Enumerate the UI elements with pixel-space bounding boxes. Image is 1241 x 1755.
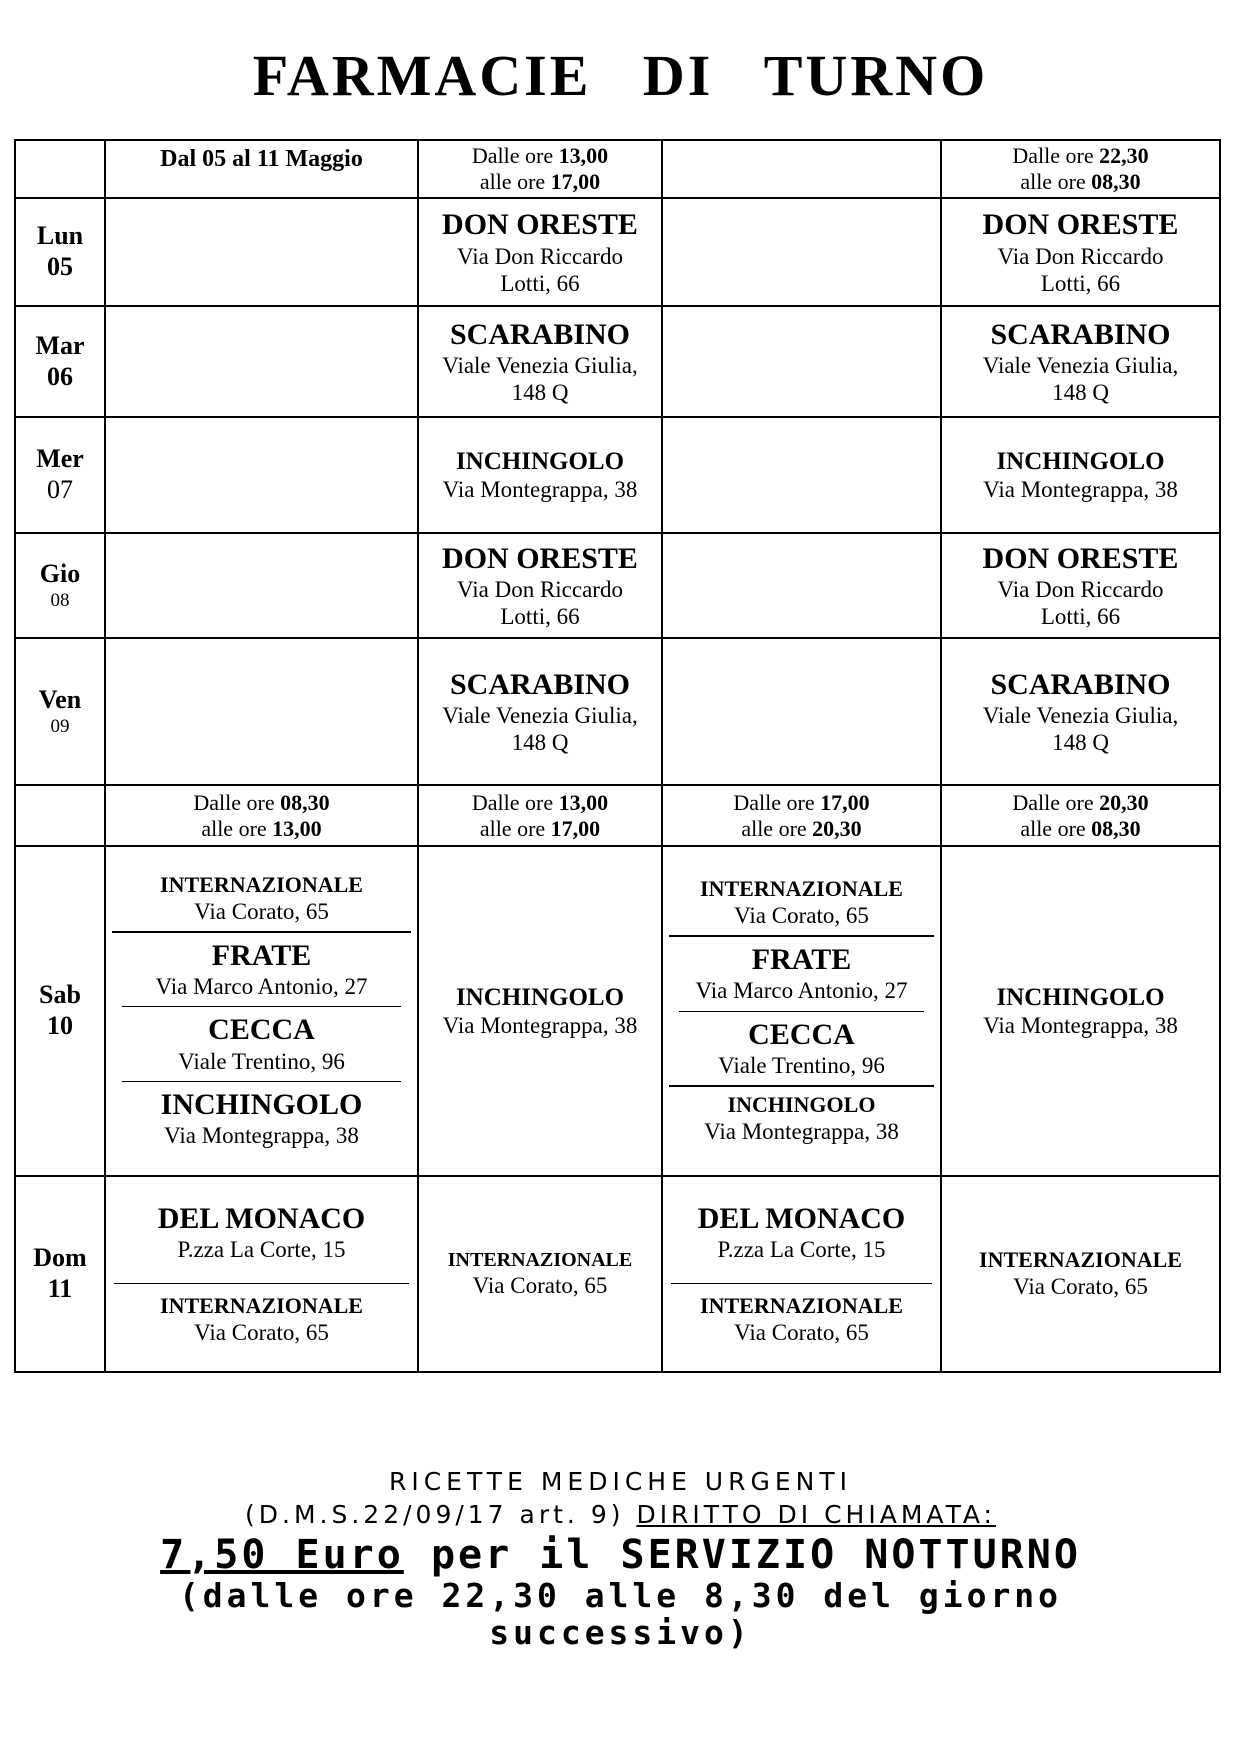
header-empty-cell	[15, 785, 105, 846]
day-number: 11	[47, 1274, 73, 1303]
pharmacy-name: DON ORESTE	[982, 541, 1179, 575]
slot-from-time: 13,00	[558, 143, 609, 169]
day-row-sab	[15, 846, 1220, 1176]
footer-hours-line: successivo)	[489, 1612, 752, 1652]
pharmacy-name: SCARABINO	[990, 317, 1171, 351]
slot-header-night	[941, 785, 1220, 846]
pharmacy-cell	[941, 198, 1220, 306]
slot-from-time: 22,30	[1099, 143, 1149, 169]
slot-to-label: alle ore	[201, 815, 267, 841]
divider	[669, 1085, 934, 1087]
day-label: Mar	[35, 330, 85, 360]
pharmacy-entry	[106, 1009, 417, 1079]
pharmacy-name: INCHINGOLO	[727, 1092, 876, 1118]
empty-slot	[105, 306, 418, 417]
pharmacy-address: Via Corato, 65	[734, 1320, 869, 1346]
slot-from-label: Dalle ore	[733, 789, 815, 815]
day-row-lun	[15, 198, 1220, 306]
day-number: 06	[47, 361, 73, 391]
empty-slot	[662, 533, 941, 638]
divider	[671, 1283, 932, 1284]
slot-from-time: 08,30	[280, 789, 330, 815]
pharmacy-address: Via Don Riccardo	[457, 243, 623, 269]
day-cell	[15, 417, 105, 533]
page-title: FARMACIE DI TURNO	[252, 43, 989, 108]
pharmacy-address: Viale Trentino, 96	[178, 1048, 345, 1074]
week-range: Dal 05 al 11 Maggio	[105, 140, 418, 198]
pharmacy-name: DON ORESTE	[442, 541, 638, 575]
day-row-gio	[15, 533, 1220, 638]
pharmacy-name: DON ORESTE	[442, 208, 638, 242]
pharmacy-address: Via Corato, 65	[1013, 1274, 1148, 1300]
pharmacy-name: INCHINGOLO	[455, 983, 625, 1011]
slot-header-night	[941, 140, 1220, 198]
empty-slot	[662, 638, 941, 785]
pharmacy-address: P.zza La Corte, 15	[177, 1237, 346, 1263]
slot-to-time: 08,30	[1091, 815, 1141, 841]
pharmacy-address: Via Marco Antonio, 27	[695, 978, 908, 1004]
pharmacy-cell	[941, 846, 1220, 1176]
pharmacy-address: 148 Q	[511, 730, 569, 756]
pharmacy-cell	[418, 417, 662, 533]
slot-from-label: Dalle ore	[471, 143, 554, 169]
pharmacy-entry	[663, 1014, 940, 1084]
pharmacy-cell	[662, 846, 941, 1176]
header-row-weekend	[15, 785, 1220, 846]
pharmacy-address: Via Corato, 65	[472, 1273, 608, 1299]
slot-to-label: alle ore	[479, 169, 546, 194]
day-cell	[15, 638, 105, 785]
footer-call-fee-label: DIRITTO DI CHIAMATA:	[636, 1500, 996, 1529]
header-row-weekdays	[15, 140, 1220, 198]
pharmacy-address: 148 Q	[511, 380, 569, 406]
pharmacy-name: INCHINGOLO	[455, 447, 625, 475]
pharmacy-name: INTERNAZIONALE	[160, 1293, 363, 1319]
pharmacy-address: Via Corato, 65	[734, 902, 869, 928]
slot-from-time: 13,00	[558, 789, 609, 815]
pharmacy-cell	[418, 846, 662, 1176]
pharmacy-cell	[418, 1176, 662, 1372]
pharmacy-address: Lotti, 66	[1040, 604, 1121, 630]
pharmacy-cell	[662, 1176, 941, 1372]
pharmacy-cell	[941, 533, 1220, 638]
empty-slot	[662, 306, 941, 417]
footer-hours-note	[0, 1578, 1241, 1652]
day-row-ven	[15, 638, 1220, 785]
pharmacy-name: INCHINGOLO	[996, 447, 1165, 475]
pharmacy-name: INTERNAZIONALE	[447, 1248, 633, 1271]
pharmacy-name: DEL MONACO	[157, 1201, 366, 1235]
slot-from-label: Dalle ore	[1012, 143, 1094, 169]
pharmacy-cell	[941, 1176, 1220, 1372]
pharmacy-address: Via Marco Antonio, 27	[155, 974, 368, 1000]
day-number: 08	[50, 589, 70, 611]
pharmacy-name: CECCA	[748, 1017, 855, 1051]
pharmacy-address: Via Corato, 65	[194, 1320, 329, 1346]
slot-from-label: Dalle ore	[1012, 789, 1094, 815]
divider	[122, 1006, 401, 1007]
slot-header-afternoon	[418, 140, 662, 198]
pharmacy-entry	[663, 1089, 940, 1149]
pharmacy-address: Via Corato, 65	[194, 898, 329, 924]
pharmacy-entry	[106, 1198, 417, 1268]
divider	[679, 1011, 924, 1012]
pharmacy-name: INTERNAZIONALE	[700, 1293, 903, 1319]
day-number: 10	[47, 1011, 73, 1040]
slot-to-time: 17,00	[550, 169, 601, 194]
slot-from-label: Dalle ore	[193, 789, 275, 815]
day-row-dom	[15, 1176, 1220, 1372]
slot-to-time: 20,30	[812, 815, 862, 841]
pharmacy-name: INTERNAZIONALE	[700, 875, 903, 901]
pharmacy-name: INTERNAZIONALE	[160, 871, 363, 897]
empty-slot	[105, 533, 418, 638]
day-number: 07	[47, 475, 73, 504]
divider	[114, 1283, 409, 1284]
pharmacy-cell	[418, 306, 662, 417]
pharmacy-entry	[106, 869, 417, 929]
pharmacy-address: Via Don Riccardo	[457, 577, 623, 603]
header-empty-cell	[662, 140, 941, 198]
pharmacy-address: Via Montegrappa, 38	[442, 477, 638, 503]
pharmacy-name: SCARABINO	[990, 667, 1171, 701]
day-cell	[15, 1176, 105, 1372]
pharmacy-cell	[105, 846, 418, 1176]
slot-to-label: alle ore	[1020, 169, 1086, 194]
slot-from-time: 17,00	[820, 789, 870, 815]
pharmacy-cell	[418, 638, 662, 785]
header-empty-cell	[15, 140, 105, 198]
empty-slot	[105, 417, 418, 533]
pharmacy-address: Via Don Riccardo	[997, 243, 1164, 269]
pharmacy-address: Via Montegrappa, 38	[442, 1013, 638, 1039]
day-label: Ven	[38, 684, 82, 714]
pharmacy-name: INCHINGOLO	[160, 1087, 363, 1121]
pharmacy-entry	[106, 935, 417, 1005]
duty-schedule-table	[14, 139, 1221, 1373]
pharmacy-entry	[663, 873, 940, 933]
pharmacy-address: Viale Venezia Giulia,	[982, 353, 1179, 379]
slot-from-label: Dalle ore	[471, 789, 554, 815]
pharmacy-name: FRATE	[211, 938, 312, 972]
day-label: Mer	[36, 444, 84, 474]
footer-price: 7,50 Euro	[160, 1532, 404, 1578]
day-label: Lun	[36, 221, 84, 251]
slot-header-morning	[105, 785, 418, 846]
day-row-mar	[15, 306, 1220, 417]
pharmacy-name: FRATE	[751, 942, 852, 976]
pharmacy-name: INTERNAZIONALE	[979, 1247, 1182, 1273]
pharmacy-address: Viale Venezia Giulia,	[442, 703, 638, 729]
footer-price-line	[0, 1532, 1241, 1578]
slot-to-time: 08,30	[1091, 169, 1141, 194]
pharmacy-address: Via Don Riccardo	[997, 577, 1164, 603]
footer-decree: (D.M.S.22/09/17 art. 9)	[245, 1500, 625, 1529]
empty-slot	[662, 198, 941, 306]
footer-decree-line	[0, 1500, 1241, 1529]
pharmacy-cell	[941, 306, 1220, 417]
divider	[112, 931, 411, 933]
pharmacy-name: SCARABINO	[449, 317, 631, 351]
empty-slot	[105, 638, 418, 785]
pharmacy-address: Lotti, 66	[500, 270, 580, 296]
pharmacy-address: P.zza La Corte, 15	[717, 1237, 886, 1263]
pharmacy-address: 148 Q	[1052, 730, 1109, 756]
pharmacy-name: DON ORESTE	[982, 208, 1179, 242]
pharmacy-cell	[941, 417, 1220, 533]
pharmacy-cell	[418, 198, 662, 306]
pharmacy-entry	[106, 1084, 417, 1154]
day-row-mer	[15, 417, 1220, 533]
pharmacy-address: Via Montegrappa, 38	[983, 1013, 1178, 1039]
day-label: Sab	[39, 980, 81, 1010]
pharmacy-address: Lotti, 66	[1040, 270, 1121, 296]
slot-to-time: 17,00	[550, 815, 601, 841]
divider	[122, 1081, 401, 1082]
pharmacy-address: Via Montegrappa, 38	[704, 1118, 899, 1144]
slot-to-time: 13,00	[272, 815, 322, 841]
pharmacy-address: 148 Q	[1052, 380, 1109, 406]
pharmacy-address: Via Montegrappa, 38	[983, 477, 1178, 503]
pharmacy-name: INCHINGOLO	[996, 983, 1165, 1011]
slot-from-time: 20,30	[1099, 789, 1149, 815]
footer-night-service: per il SERVIZIO NOTTURNO	[430, 1532, 1081, 1578]
pharmacy-address: Viale Trentino, 96	[718, 1052, 885, 1078]
pharmacy-entry	[663, 939, 940, 1009]
day-number: 09	[50, 715, 70, 737]
pharmacy-cell	[941, 638, 1220, 785]
pharmacy-cell	[418, 533, 662, 638]
day-cell	[15, 533, 105, 638]
day-cell	[15, 846, 105, 1176]
pharmacy-address: Viale Venezia Giulia,	[982, 703, 1179, 729]
empty-slot	[662, 417, 941, 533]
slot-to-label: alle ore	[479, 815, 546, 841]
empty-slot	[105, 198, 418, 306]
day-cell	[15, 306, 105, 417]
pharmacy-cell	[105, 1176, 418, 1372]
pharmacy-entry	[663, 1290, 940, 1350]
slot-header-evening	[662, 785, 941, 846]
pharmacy-address: Via Montegrappa, 38	[164, 1123, 359, 1149]
footer-hours-line: (dalle ore 22,30 alle 8,30 del giorno	[178, 1576, 1063, 1615]
slot-to-label: alle ore	[741, 815, 807, 841]
footer-urgent-prescriptions: RICETTE MEDICHE URGENTI	[388, 1467, 852, 1496]
day-number: 05	[47, 252, 73, 281]
day-cell	[15, 198, 105, 306]
slot-header-afternoon	[418, 785, 662, 846]
pharmacy-name: CECCA	[208, 1013, 315, 1047]
pharmacy-entry	[106, 1290, 417, 1350]
pharmacy-entry	[663, 1198, 940, 1268]
slot-to-label: alle ore	[1020, 815, 1086, 841]
pharmacy-address: Lotti, 66	[500, 604, 580, 630]
pharmacy-name: SCARABINO	[449, 667, 631, 701]
day-label: Gio	[39, 558, 81, 588]
pharmacy-name: DEL MONACO	[697, 1201, 906, 1235]
divider	[669, 935, 934, 937]
pharmacy-address: Viale Venezia Giulia,	[442, 353, 638, 379]
day-label: Dom	[33, 1243, 87, 1273]
